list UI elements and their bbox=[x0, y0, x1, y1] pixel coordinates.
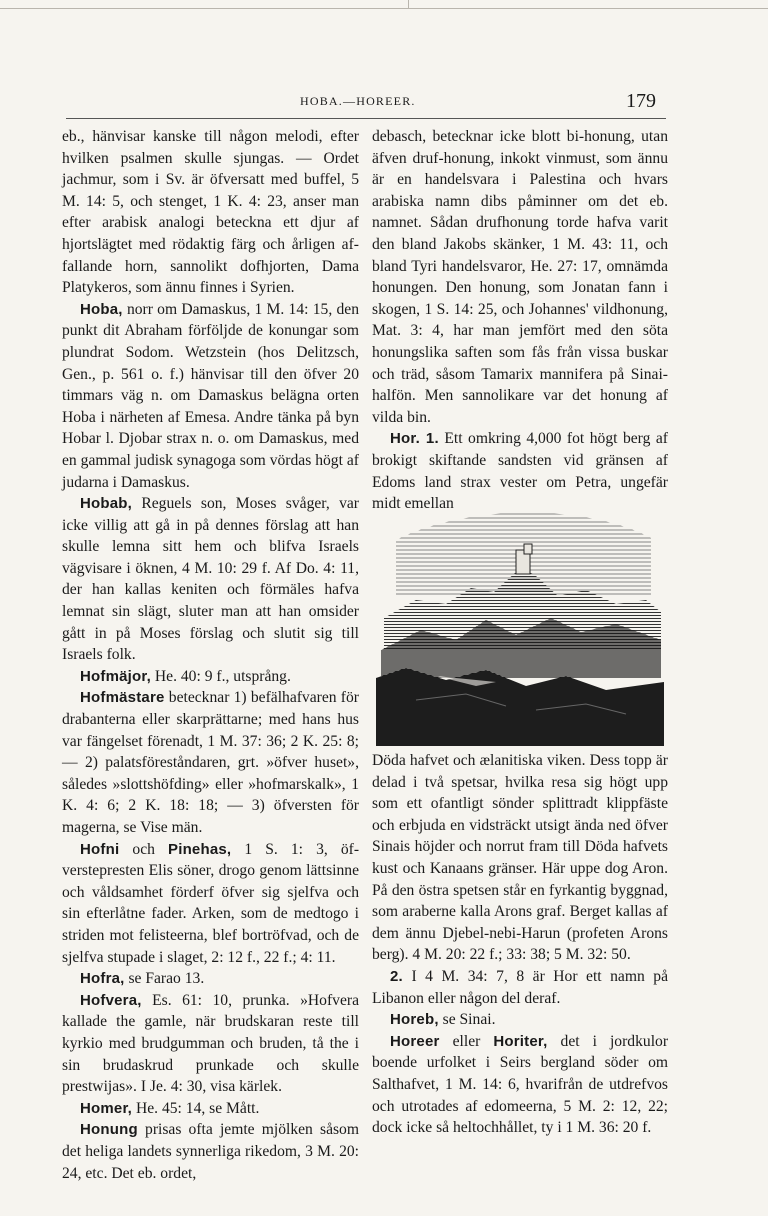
entry-hor-continuation: Döda hafvet och ælanitiska viken. Dess topp är delad i två spetsar, hvilka resa sig högt upp som ett ofantligt sönder splittradt klippfäste och erbjuda en vidsträckt utsigt ända ned öfver Sinais höjder och norrut fram till Döda hafvets kust och Kanaans gränser. Här uppe dog Aron. På den östra spetsen står en fyrkantig byggnad, som araberne kalla Arons graf. Berget kallas af dem ännu Djebel-nebi-Harun (profeten Arons berg). 4 M. 20: 22 f.; 33: 38; 5 M. 32: 50. bbox=[372, 752, 668, 964]
entry-hofmastare-text: betecknar 1) befälhafvaren för drabanterna eller skarprättarne; med hans hus var fängelset förenadt, 1 M. 37: 36; 2 K. 25: 8; — 2) palatsföreståndaren, grt. »öfver huset», således »slottshöfding» eller »hofmarskalk», 1 K. 4: 6; 2 K. 18: 18; — 3) öfversten för magerna, se Vise män. bbox=[62, 689, 359, 836]
page-number: 179 bbox=[626, 90, 656, 112]
entry-homer bbox=[62, 1098, 359, 1120]
entry-hofra bbox=[62, 968, 359, 990]
headword-honung: Honung bbox=[80, 1121, 138, 1139]
foreground bbox=[376, 668, 664, 746]
entry-hofni-och: och bbox=[132, 840, 155, 858]
entry-hofmajor bbox=[62, 666, 359, 688]
headword-homer: Homer, bbox=[80, 1099, 133, 1117]
headword-hofni: Hofni bbox=[80, 840, 120, 858]
entry-hor-2-text: I 4 M. 34: 7, 8 är Hor ett namn på Libanon eller någon del deraf. bbox=[372, 967, 668, 1007]
entry-honung-continuation: debasch, betecknar icke blott bi-honung, utan äfven druf-honung, inkokt vinmust, som ännu är en handelsvara i Palestina och hvars arabiska namn dibs påminner om det eb. namnet. Sådan drufhonung torde hafva varit den bland Jakobs skänker, 1 M. 43: 11, och bland Tyri handelsvaror, He. 27: 17, omnämda honungen. Den honung, som Jonatan fann i skogen, 1 S. 14: 25, och Johannes' vildhonung, Mat. 3: 4, har man jemfört med den söta honungslika saften som fås från vissa buskar och träd, såsom Tamarix mannifera på Sinai-halfön. Men sannolikare var det honung af vilda bin. bbox=[372, 128, 668, 426]
scan-edge-tick bbox=[408, 0, 409, 9]
entry-horeer-eller: eller bbox=[452, 1032, 481, 1050]
entry-honung bbox=[62, 1119, 359, 1184]
entry-hofmajor-text: He. 40: 9 f., utsprång. bbox=[154, 667, 291, 685]
entry-hobab bbox=[62, 493, 359, 666]
entry-hor-text: Ett omkring 4,000 fot högt berg af brokigt skiftande sandsten vid gränsen af Edoms land strax vester om Petra, ungefär midt emellan bbox=[372, 430, 668, 513]
entry-homer-text: He. 45: 14, se Mått. bbox=[135, 1099, 260, 1117]
entry-hor-2 bbox=[372, 966, 668, 1009]
headword-horiter: Horiter, bbox=[493, 1032, 548, 1050]
entry-honung-text: prisas ofta jemte mjölken såsom det heliga landets synnerliga rikedom, 3 M. 20: 24, etc. Det eb. ordet, bbox=[62, 1121, 359, 1182]
headword-hofvera: Hofvera, bbox=[80, 991, 142, 1009]
headword-pinehas: Pinehas, bbox=[168, 840, 232, 858]
header-rule bbox=[66, 118, 666, 119]
entry-horeer-text: det i jordkulor boende urfolket i Seirs bergland söder om Salthafvet, 1 M. 14: 6, hvarifrån de utdrefvos och utrotades af edomeerna, 5 M. 2: 12, 22; dock icke så heltochhållet, ty i 1 M. 36: 20 f. bbox=[372, 1032, 669, 1137]
entry-hobab-text: Reguels son, Moses svåger, var icke villig att gå in på dennes förslag att han skulle lemna sitt hem och blifva Israels vägvisare i öknen, 4 M. 10: 29 f. Af Do. 4: 11, der han kallas keniten och förmäles hafva lemnat sin slägt, sluter man att han omsider gått in på Moses förslag och slutit sig till Israels folk. bbox=[62, 495, 359, 664]
entry-hofni bbox=[62, 839, 359, 969]
left-column bbox=[62, 126, 359, 1184]
entry-hofra-text: se Farao 13. bbox=[128, 970, 205, 988]
entry-continuation: eb., hänvisar kanske till någon melodi, efter hvilken psalmen skulle sjungas. — Ordet jachmur, som i Sv. är öfversatt med buffel, 5 M. 14: 5, och stenget, 1 K. 4: 23, anser man efter arabisk analogi beteckna ett djur af hjortslägtet med rödaktig färg och årligen affallande horn, sannolikt dofhjorten, Dama Platykeros, som ännu finnes i Syrien. bbox=[62, 128, 359, 297]
running-title: HOBA.—HOREER. bbox=[300, 94, 416, 108]
headword-hoba: Hoba, bbox=[80, 300, 123, 318]
right-column-bottom bbox=[372, 750, 668, 1139]
running-head bbox=[0, 92, 768, 112]
headword-horeb: Horeb, bbox=[390, 1011, 439, 1029]
scan-edge-rule bbox=[0, 8, 768, 9]
headword-hofmastare: Hofmästare bbox=[80, 689, 165, 707]
entry-hofni-text: 1 S. 1: 3, öfverstepresten Elis söner, drogo genom lättsinne och våldsamhet förderf öfver sig sjelfva och sin efterlåtne fader. Arken, som de medtogo i striden mot felisteerna, blef bortröfvad, och de sjelfva stupade i slaget, 2: 12 f., 22 f.; 4: 11. bbox=[62, 840, 360, 966]
entry-hoba bbox=[62, 299, 359, 493]
headword-hor: Hor. 1. bbox=[390, 430, 439, 448]
entry-hofvera-text: Es. 61: 10, prunka. »Hofvera kallade the gamle, när brudskaran reste till kyrkio med brudgumman och bruden, tå the i sin brudaskrud prunkade och skulle prestwijas». I Je. 4: 30, visa kärlek. bbox=[62, 991, 359, 1096]
entry-horeb-text: se Sinai. bbox=[442, 1011, 496, 1029]
right-column-top bbox=[372, 126, 668, 515]
mount-hor-engraving bbox=[376, 500, 664, 746]
headword-hofmajor: Hofmäjor, bbox=[80, 667, 151, 685]
entry-hoba-text: norr om Damaskus, 1 M. 14: 15, den punkt dit Abraham förföljde de konungar som plundrat Sodom. Wetzstein (hos Delitzsch, Gen., p. 561 o. f.) hänvisar till den öfver 20 timmars väg n. om Damaskus belägna orten Hoba i närheten af Emesa. Andre tänka på byn Hobar l. Djobar strax n. o. om Damaskus, med en gammal judisk synagoga som vördas högt af judarna i Damaskus. bbox=[62, 300, 359, 491]
headword-horeer: Horeer bbox=[390, 1032, 440, 1050]
entry-horeer bbox=[372, 1031, 668, 1139]
entry-hofmastare bbox=[62, 687, 359, 838]
entry-hor-2-number: 2. bbox=[390, 967, 403, 985]
headword-hobab: Hobab, bbox=[80, 495, 133, 513]
headword-hofra: Hofra, bbox=[80, 970, 125, 988]
entry-hofvera bbox=[62, 990, 359, 1098]
entry-horeb bbox=[372, 1009, 668, 1031]
